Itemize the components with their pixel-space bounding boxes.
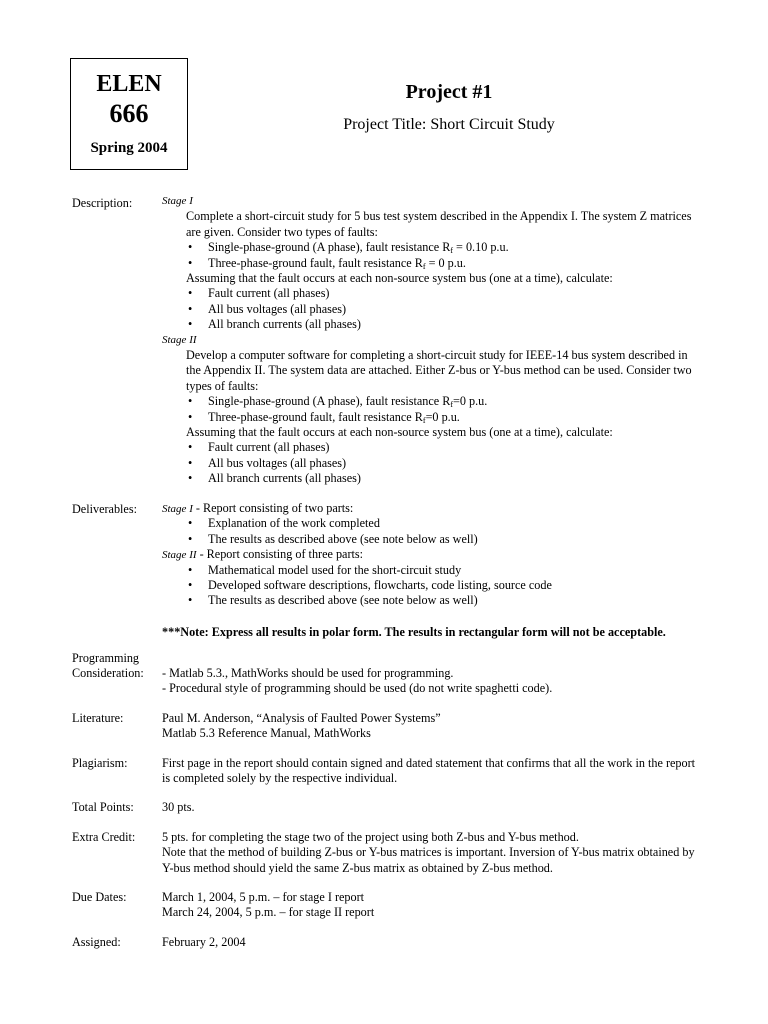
bullet-icon: • bbox=[188, 409, 193, 424]
stage2-result-1: • Fault current (all phases) bbox=[188, 440, 330, 455]
project-subtitle: Project Title: Short Circuit Study bbox=[343, 116, 555, 133]
programming-section: - Matlab 5.3., MathWorks should be used for programming. - Procedural style of programming should be used (do not write spaghetti code). bbox=[162, 666, 553, 696]
stage1-heading: Stage I bbox=[162, 195, 193, 207]
extra-credit-section: 5 pts. for completing the stage two of the project using both Z-bus and Y-bus method. Note that the method of building Z-bus or Y-bus matrices is important. Inversion of Y-bus matrix obtained by Y-bus method should yield the same Z-bus matrix as obtained by Z-bus method. bbox=[162, 830, 695, 875]
bullet-icon: • bbox=[188, 255, 193, 270]
results-note: ***Note: Express all results in polar form. The results in rectangular form will not be acceptable. bbox=[162, 625, 666, 639]
stage1-fault-2: • Three-phase-ground fault, fault resistance $R_f = 0$ p.u. bbox=[188, 255, 466, 271]
deliverables-stage1: Stage I - Report consisting of two parts: bbox=[162, 501, 354, 515]
extra-credit-label: Extra Credit: bbox=[72, 830, 136, 844]
bullet-icon: • bbox=[188, 516, 193, 531]
stage2-heading: Stage II bbox=[162, 333, 197, 346]
deliverables-stage2-item: • The results as described above (see note below as well) bbox=[188, 593, 478, 608]
deliverables-stage2-item: • Developed software descriptions, flowcharts, code listing, source code bbox=[188, 577, 552, 592]
bullet-icon: • bbox=[188, 562, 193, 577]
bullet-icon: • bbox=[188, 593, 193, 608]
total-points-label: Total Points: bbox=[72, 800, 134, 814]
course-term: Spring 2004 bbox=[90, 140, 168, 156]
due-dates-section: March 1, 2004, 5 p.m. – for stage I report March 24, 2004, 5 p.m. – for stage II report bbox=[162, 890, 375, 920]
stage2-result-2: • All bus voltages (all phases) bbox=[188, 455, 347, 470]
stage1-result-1: • Fault current (all phases) bbox=[188, 286, 330, 301]
stage2-result-3: • All branch currents (all phases) bbox=[188, 471, 361, 486]
stage2-intro: Develop a computer software for completing a short-circuit study for IEEE-14 bus system described in the Appendix II. The system data are attached. Either Z-bus or Y-bus method can be used. Consider two types of faults: bbox=[186, 347, 692, 393]
stage1-intro: Complete a short-circuit study for 5 bus test system described in the Appendix I. The system Z matrices are given. Consider two types of faults: bbox=[186, 209, 692, 239]
description-section bbox=[162, 194, 698, 487]
stage1-result-3: • All branch currents (all phases) bbox=[188, 317, 361, 332]
programming-label: Programming Consideration: bbox=[72, 651, 144, 681]
course-number: 666 bbox=[109, 99, 149, 128]
bullet-icon: • bbox=[188, 240, 193, 255]
stage1-fault-1: • Single-phase-ground (A phase), fault resistance $R_f = 0.10$ p.u. bbox=[188, 240, 509, 256]
due-dates-label: Due Dates: bbox=[72, 890, 127, 904]
bullet-icon: • bbox=[188, 471, 193, 486]
bullet-icon: • bbox=[188, 286, 193, 301]
stage1-assume: Assuming that the fault occurs at each non-source system bus (one at a time), calculate: bbox=[186, 270, 613, 285]
literature-label: Literature: bbox=[72, 711, 124, 725]
assigned-label: Assigned: bbox=[72, 935, 121, 949]
deliverables-label: Deliverables: bbox=[72, 502, 137, 516]
total-points-value: 30 pts. bbox=[162, 800, 195, 814]
deliverables-stage2-item: • Mathematical model used for the short-circuit study bbox=[188, 562, 462, 577]
stage2-fault-2: • Three-phase-ground fault, fault resistance $R_f=0$ p.u. bbox=[188, 409, 460, 425]
course-code: ELEN bbox=[96, 71, 162, 97]
course-box bbox=[70, 58, 188, 170]
assigned-value: February 2, 2004 bbox=[162, 935, 246, 949]
literature-section: Paul M. Anderson, “Analysis of Faulted Power Systems” Matlab 5.3 Reference Manual, MathWorks bbox=[162, 711, 441, 741]
deliverables-stage2: Stage II - Report consisting of three parts: bbox=[162, 547, 364, 562]
project-title: Project #1 bbox=[405, 81, 493, 103]
bullet-icon: • bbox=[188, 455, 193, 470]
bullet-icon: • bbox=[188, 301, 193, 316]
plagiarism-text: First page in the report should contain signed and dated statement that confirms that all the work in the report is completed solely by the respective individual. bbox=[162, 756, 696, 786]
bullet-icon: • bbox=[188, 531, 193, 546]
description-label: Description: bbox=[72, 196, 133, 210]
bullet-icon: • bbox=[188, 394, 193, 409]
deliverables-stage1-item: • Explanation of the work completed bbox=[188, 516, 380, 531]
bullet-icon: • bbox=[188, 440, 193, 455]
stage2-assume: Assuming that the fault occurs at each non-source system bus (one at a time), calculate: bbox=[186, 424, 613, 439]
bullet-icon: • bbox=[188, 317, 193, 332]
plagiarism-label: Plagiarism: bbox=[72, 756, 128, 770]
stage1-result-2: • All bus voltages (all phases) bbox=[188, 301, 347, 316]
deliverables-stage1-item: • The results as described above (see note below as well) bbox=[188, 531, 478, 546]
stage2-fault-1: • Single-phase-ground (A phase), fault resistance $R_f=0$ p.u. bbox=[188, 394, 488, 410]
deliverables-section bbox=[162, 501, 698, 609]
bullet-icon: • bbox=[188, 577, 193, 592]
